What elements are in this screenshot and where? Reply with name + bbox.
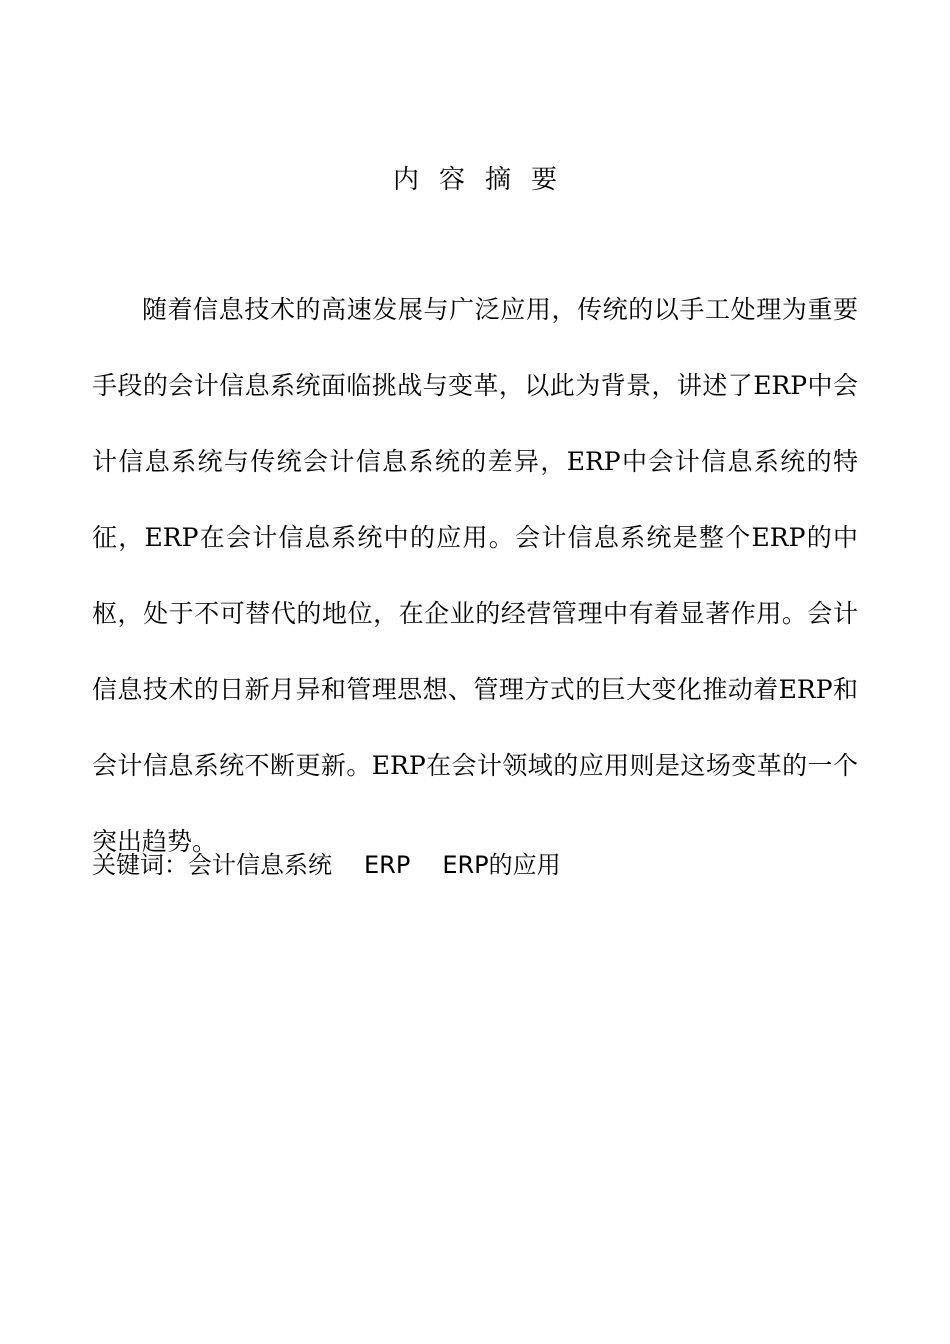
keyword-item: ERP的应用 [442, 851, 561, 879]
keywords-line [92, 845, 561, 885]
keyword-item: ERP [364, 851, 411, 879]
keywords-label: 关键词： [92, 851, 188, 879]
abstract-body: 随着信息技术的高速发展与广泛应用，传统的以手工处理为重要手段的会计信息系统面临挑战与变革，以此为背景，讲述了ERP中会计信息系统与传统会计信息系统的差异，ERP中会计信息系统的特征，ERP在会计信息系统中的应用。会计信息系统是整个ERP的中枢，处于不可替代的地位，在企业的经营管理中有着显著作用。会计信息技术的日新月异和管理思想、管理方式的巨大变化推动着ERP和会计信息系统不断更新。ERP在会计领域的应用则是这场变革的一个突出趋势。 [92, 295, 858, 856]
abstract-title: 内容摘要 [392, 165, 577, 195]
keyword-item: 会计信息系统 [188, 851, 332, 879]
